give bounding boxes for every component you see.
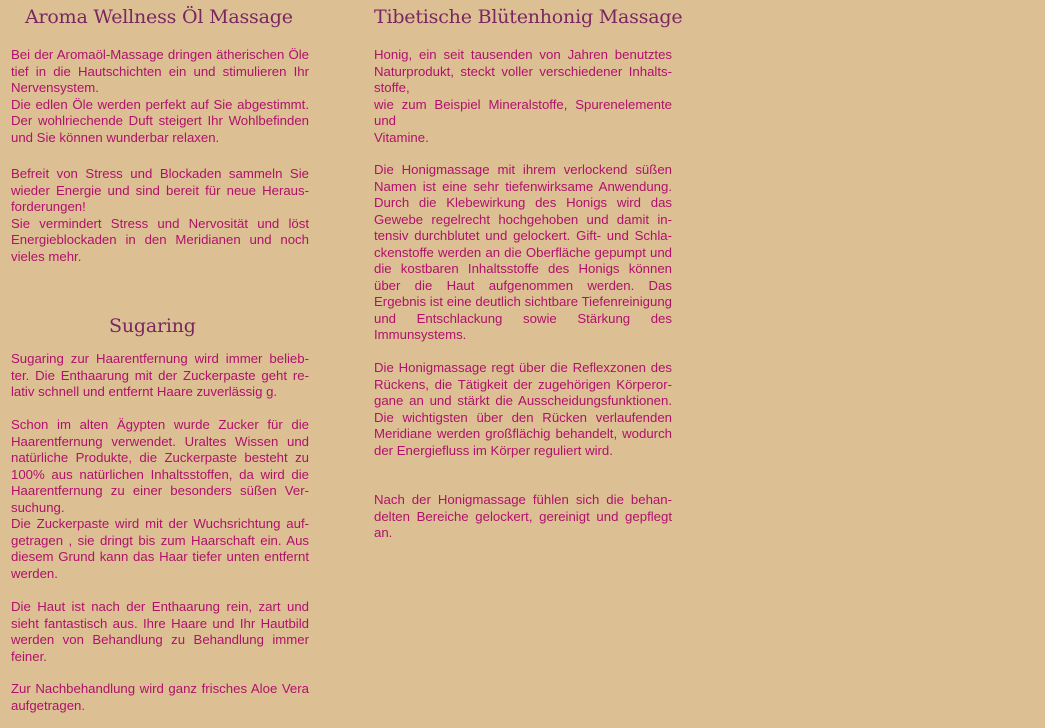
honig-paragraph-1: Honig, ein seit tausenden von Jahren benutztes Naturprodukt, steckt voller verschiedener Inhalts-stoffe, wie zum Beispiel Mineralstoffe, Spurenelemente und Vitamine. [374,47,672,145]
aroma-title: Aroma Wellness Öl Massage [25,6,293,28]
aroma-paragraph-2: Befreit von Stress und Blockaden sammeln Sie wieder Energie und sind bereit für neue Heraus-forderungen! Sie vermindert Stress und Nervosität und löst Energieblockaden in den Meridianen und noch vieles mehr. [11,166,309,264]
sugaring-paragraph-1: Sugaring zur Haarentfernung wird immer belieb-ter. Die Enthaarung mit der Zuckerpaste geht re-lativ schnell und entfernt Haare zuverlässig g. [11,351,309,399]
honig-title: Tibetische Blütenhonig Massage [374,6,683,28]
aroma-paragraph-1: Bei der Aromaöl-Massage dringen ätherischen Öle tief in die Hautschichten ein und stimulieren Ihr Nervensystem. Die edlen Öle werden perfekt auf Sie abgestimmt. Der wohlriechende Duft steigert Ihr Wohlbefinden und Sie können wunderbar relaxen. [11,47,309,145]
honig-paragraph-3: Die Honigmassage regt über die Reflexzonen des Rückens, die Tätigkeit der zugehörigen Körperor-gane an und stärkt die Ausscheidungsfunktionen. Die wichtigsten über den Rücken verlaufenden Meridiane werden großflächig behandelt, wodurch der Energiefluss im Körper reguliert wird. [374,360,672,458]
honig-paragraph-4: Nach der Honigmassage fühlen sich die behan-delten Bereiche gelockert, gereinigt und gepflegt an. [374,492,672,540]
sugaring-title: Sugaring [109,315,196,337]
sugaring-paragraph-3: Die Haut ist nach der Enthaarung rein, zart und sieht fantastisch aus. Ihre Haare und Ihr Hautbild werden von Behandlung zu Behandlung immer feiner. [11,599,309,664]
sugaring-paragraph-2: Schon im alten Ägypten wurde Zucker für die Haarentfernung verwendet. Uraltes Wissen und natürliche Produkte, die Zuckerpaste besteht zu 100% aus natürlichen Inhaltsstoffen, da wird die Haarentfernung zu einer besonders süßen Ver-suchung. Die Zuckerpaste wird mit der Wuchsrichtung auf-getragen , sie dringt bis zum Haarschaft ein. Aus diesem Grund kann das Haar tiefer unten entfernt werden. [11,417,309,581]
honig-paragraph-2: Die Honigmassage mit ihrem verlockend süßen Namen ist eine sehr tiefenwirksame Anwendung. Durch die Klebewirkung des Honigs wird das Gewebe regelrecht hochgehoben und damit in-tensiv durchblutet und gelockert. Gift- und Schla-ckenstoffe werden an die Oberfläche gepumpt und die kostbaren Inhaltsstoffe des Honigs können über die Haut aufgenommen werden. Das Ergebnis ist eine deutlich sichtbare Tiefenreinigung und Entschlackung sowie Stärkung des Immunsystems. [374,162,672,342]
sugaring-paragraph-4: Zur Nachbehandlung wird ganz frisches Aloe Vera aufgetragen. [11,681,309,713]
